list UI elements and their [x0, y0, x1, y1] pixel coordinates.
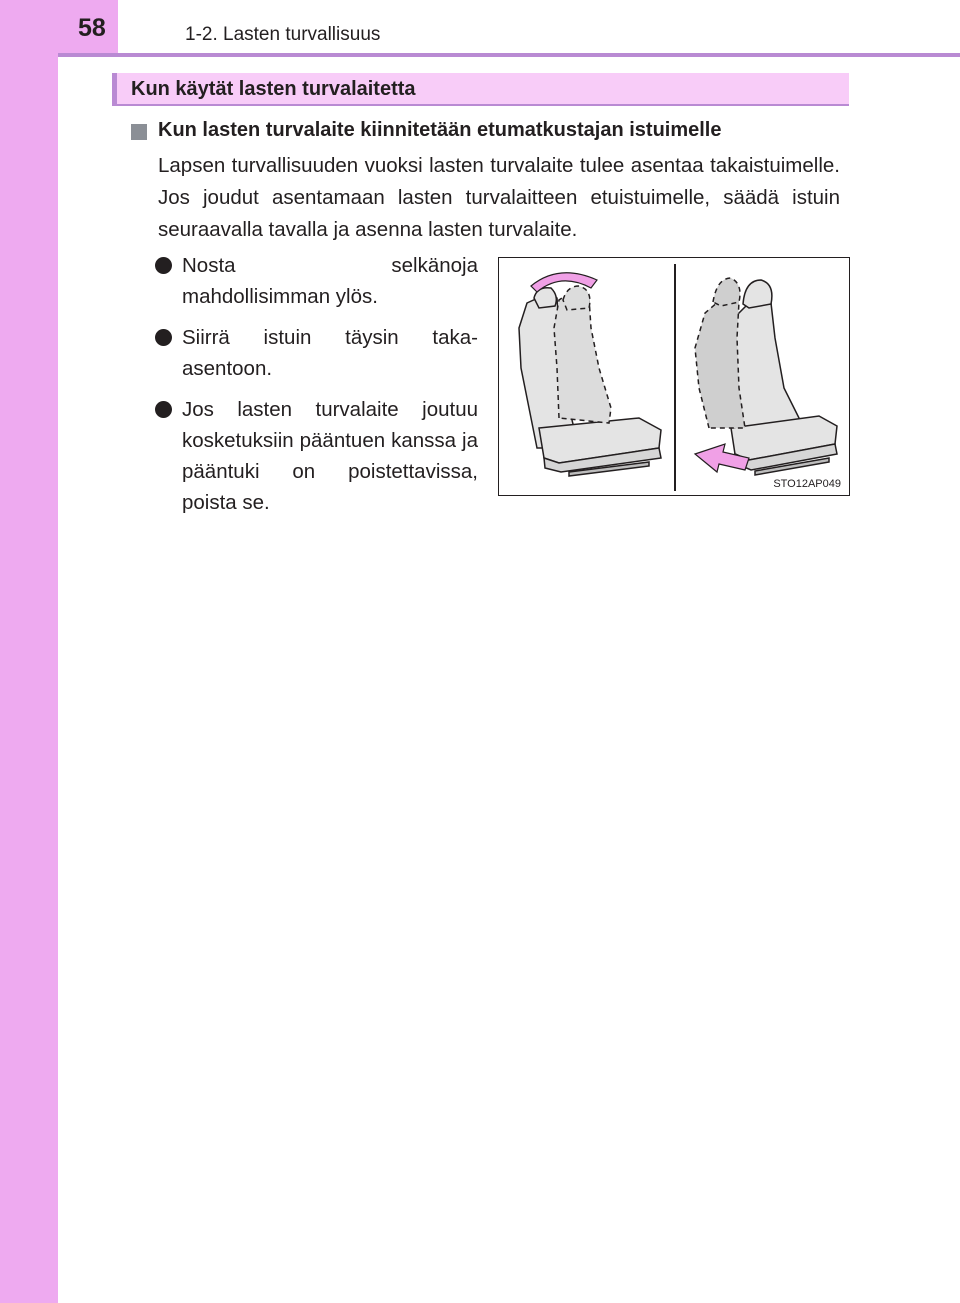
bullet-text: Jos lasten turvalaite joutuu kosketuksiin pääntuen kanssa ja pääntuki on poistettavissa, poista se.: [182, 398, 478, 514]
section-header: [112, 73, 849, 106]
seat-moved-back-drawing: [727, 280, 837, 475]
figure-code: STO12AP049: [773, 478, 841, 490]
sidebar-tab: [0, 0, 58, 1303]
recline-arrow-icon: [531, 273, 597, 292]
body-paragraph: Lapsen turvallisuuden vuoksi lasten turvalaite tulee asentaa takaistuimelle. Jos joudut asentamaan lasten turvalaitteen etuistuimelle, säädä istuin seuraavalla tavalla ja asenna lasten turvalaite.: [158, 154, 840, 241]
section-title: Kun käytät lasten turvalaitetta: [131, 78, 416, 100]
bullet-list: [154, 250, 478, 528]
bullet-item: [154, 250, 478, 312]
bullet-item: [154, 394, 478, 518]
bullet-dot-icon: [155, 401, 172, 418]
seat-upright-dashed-outline: [554, 286, 611, 423]
chapter-title: 1-2. Lasten turvallisuus: [185, 24, 381, 45]
page-number: 58: [78, 14, 106, 42]
header-divider: [58, 53, 960, 57]
bullet-dot-icon: [155, 329, 172, 346]
bullet-dot-icon: [155, 257, 172, 274]
subsection-heading: Kun lasten turvalaite kiinnitetään etumatkustajan istuimelle: [158, 119, 722, 141]
bullet-item: [154, 322, 478, 384]
seat-back-position-dashed-outline: [695, 278, 745, 428]
bullet-text: Nosta selkänoja mahdollisimman ylös.: [182, 254, 478, 308]
seat-illustration-svg: [499, 258, 851, 497]
seat-adjustment-illustration: [498, 257, 850, 496]
bullet-text: Siirrä istuin täysin taka-asentoon.: [182, 326, 478, 380]
square-bullet-icon: [131, 124, 147, 140]
